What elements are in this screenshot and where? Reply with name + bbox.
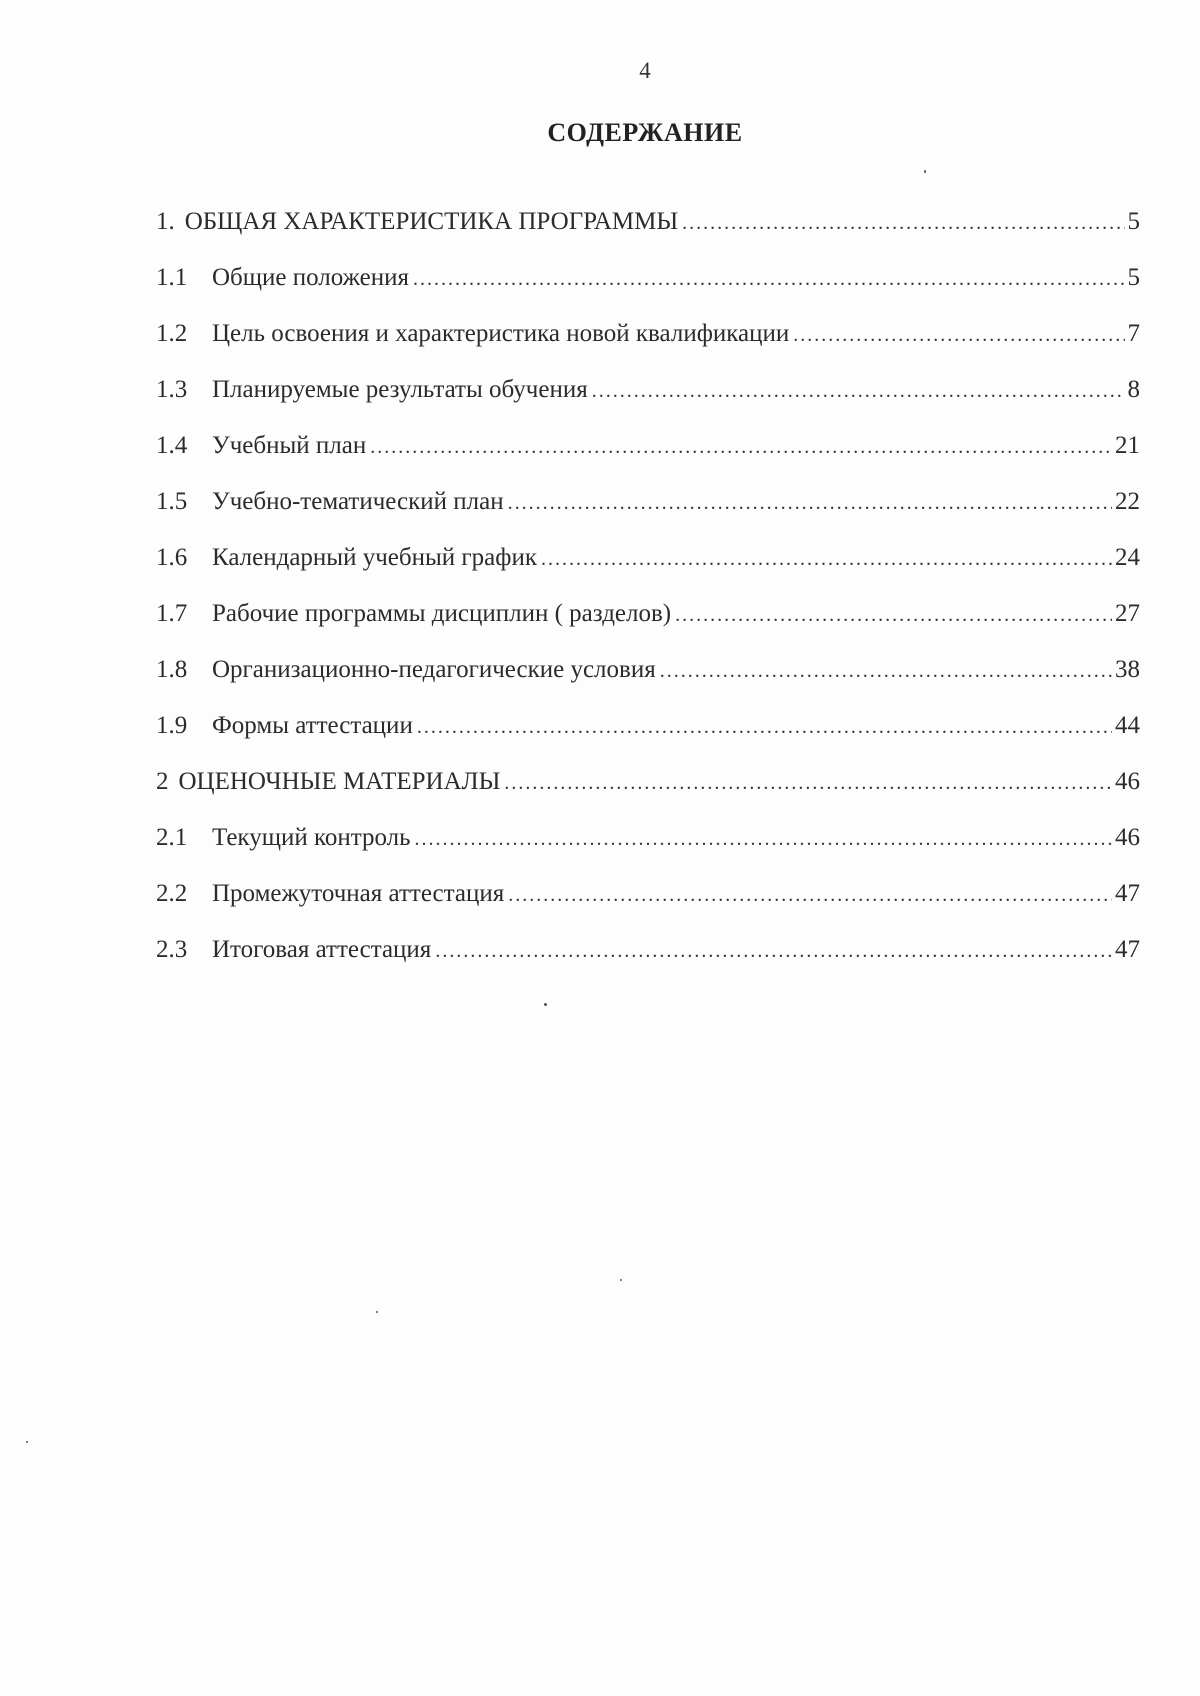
toc-entry-number: 2.3 bbox=[156, 936, 188, 963]
toc-entry-page: 47 bbox=[1115, 936, 1140, 963]
toc-dot-leader bbox=[541, 548, 1112, 571]
toc-entry bbox=[156, 600, 1140, 656]
toc-entry-number: 2 bbox=[156, 768, 169, 795]
toc-entry-label: Общие положения bbox=[212, 264, 409, 291]
toc-entry-number: 1.8 bbox=[156, 656, 188, 683]
toc-entry-number: 1.2 bbox=[156, 320, 188, 347]
toc-entry-page: 46 bbox=[1115, 768, 1140, 795]
toc-entry-page: 5 bbox=[1127, 208, 1140, 235]
toc-dot-leader bbox=[370, 436, 1112, 459]
toc-entry-number: 1.3 bbox=[156, 376, 188, 403]
toc-dot-leader bbox=[417, 716, 1112, 739]
toc-entry-page: 27 bbox=[1115, 600, 1140, 627]
toc-entry-number: 2.1 bbox=[156, 824, 188, 851]
toc-entry-number: 1.5 bbox=[156, 488, 188, 515]
toc-dot-leader bbox=[793, 324, 1124, 347]
toc-entry-number: 1.6 bbox=[156, 544, 188, 571]
toc-dot-leader bbox=[675, 604, 1112, 627]
toc-entry-number: 1.1 bbox=[156, 264, 188, 291]
toc-entry bbox=[156, 768, 1140, 824]
toc-entry bbox=[156, 320, 1140, 376]
toc-entry bbox=[156, 544, 1140, 600]
toc-entry-page: 8 bbox=[1127, 376, 1140, 403]
toc-dot-leader bbox=[660, 660, 1112, 683]
toc-entry-page: 5 bbox=[1127, 264, 1140, 291]
toc-dot-leader bbox=[682, 212, 1124, 235]
toc-dot-leader bbox=[504, 772, 1112, 795]
toc-entry-label: Промежуточная аттестация bbox=[212, 880, 505, 907]
toc-title: СОДЕРЖАНИЕ bbox=[547, 118, 743, 147]
toc-entry bbox=[156, 488, 1140, 544]
scan-speck bbox=[26, 1441, 28, 1443]
toc-entry-page: 24 bbox=[1115, 544, 1140, 571]
toc-entry-label: ОБЩАЯ ХАРАКТЕРИСТИКА ПРОГРАММЫ bbox=[184, 208, 679, 235]
toc-entry bbox=[156, 208, 1140, 264]
toc-entry-label: Рабочие программы дисциплин ( разделов) bbox=[212, 600, 672, 627]
toc-dot-leader bbox=[415, 828, 1113, 851]
toc-entry-page: 47 bbox=[1115, 880, 1140, 907]
scan-speck bbox=[924, 170, 926, 173]
toc-entry-page: 7 bbox=[1127, 320, 1140, 347]
toc-entry-label: ОЦЕНОЧНЫЕ МАТЕРИАЛЫ bbox=[178, 768, 501, 795]
toc-entry-label: Календарный учебный график bbox=[212, 544, 537, 571]
toc-entry-label: Планируемые результаты обучения bbox=[212, 376, 588, 403]
toc-dot-leader bbox=[508, 884, 1112, 907]
toc-entry-number: 1.9 bbox=[156, 712, 188, 739]
toc-entry bbox=[156, 656, 1140, 712]
toc-entry bbox=[156, 376, 1140, 432]
toc-entry bbox=[156, 432, 1140, 488]
scan-speck bbox=[620, 1279, 622, 1281]
toc-entry-page: 46 bbox=[1115, 824, 1140, 851]
toc-entry-label: Итоговая аттестация bbox=[212, 936, 432, 963]
toc-entry bbox=[156, 712, 1140, 768]
toc-entry-label: Учебно-тематический план bbox=[212, 488, 504, 515]
scan-speck bbox=[376, 1311, 378, 1313]
toc-dot-leader bbox=[592, 380, 1125, 403]
toc-entry-page: 22 bbox=[1115, 488, 1140, 515]
toc-entry bbox=[156, 264, 1140, 320]
toc-entry-label: Организационно-педагогические условия bbox=[212, 656, 656, 683]
toc-entry bbox=[156, 880, 1140, 936]
toc-entry-number: 1.4 bbox=[156, 432, 188, 459]
toc-entry-label: Текущий контроль bbox=[212, 824, 411, 851]
page-number: 4 bbox=[639, 58, 651, 83]
toc-entry-label: Формы аттестации bbox=[212, 712, 413, 739]
toc-entry-page: 44 bbox=[1115, 712, 1140, 739]
toc-dot-leader bbox=[435, 940, 1112, 963]
toc-entry bbox=[156, 824, 1140, 880]
toc-entry-label: Учебный план bbox=[212, 432, 367, 459]
toc-entry-number: 2.2 bbox=[156, 880, 188, 907]
toc-dot-leader bbox=[508, 492, 1112, 515]
toc-dot-leader bbox=[413, 268, 1125, 291]
toc-entry-page: 21 bbox=[1115, 432, 1140, 459]
toc-entry-number: 1. bbox=[156, 208, 175, 235]
toc-entry bbox=[156, 936, 1140, 992]
toc-entry-page: 38 bbox=[1115, 656, 1140, 683]
scan-speck bbox=[544, 1003, 547, 1006]
table-of-contents bbox=[156, 208, 1140, 992]
toc-entry-number: 1.7 bbox=[156, 600, 188, 627]
toc-entry-label: Цель освоения и характеристика новой квалификации bbox=[212, 320, 790, 347]
